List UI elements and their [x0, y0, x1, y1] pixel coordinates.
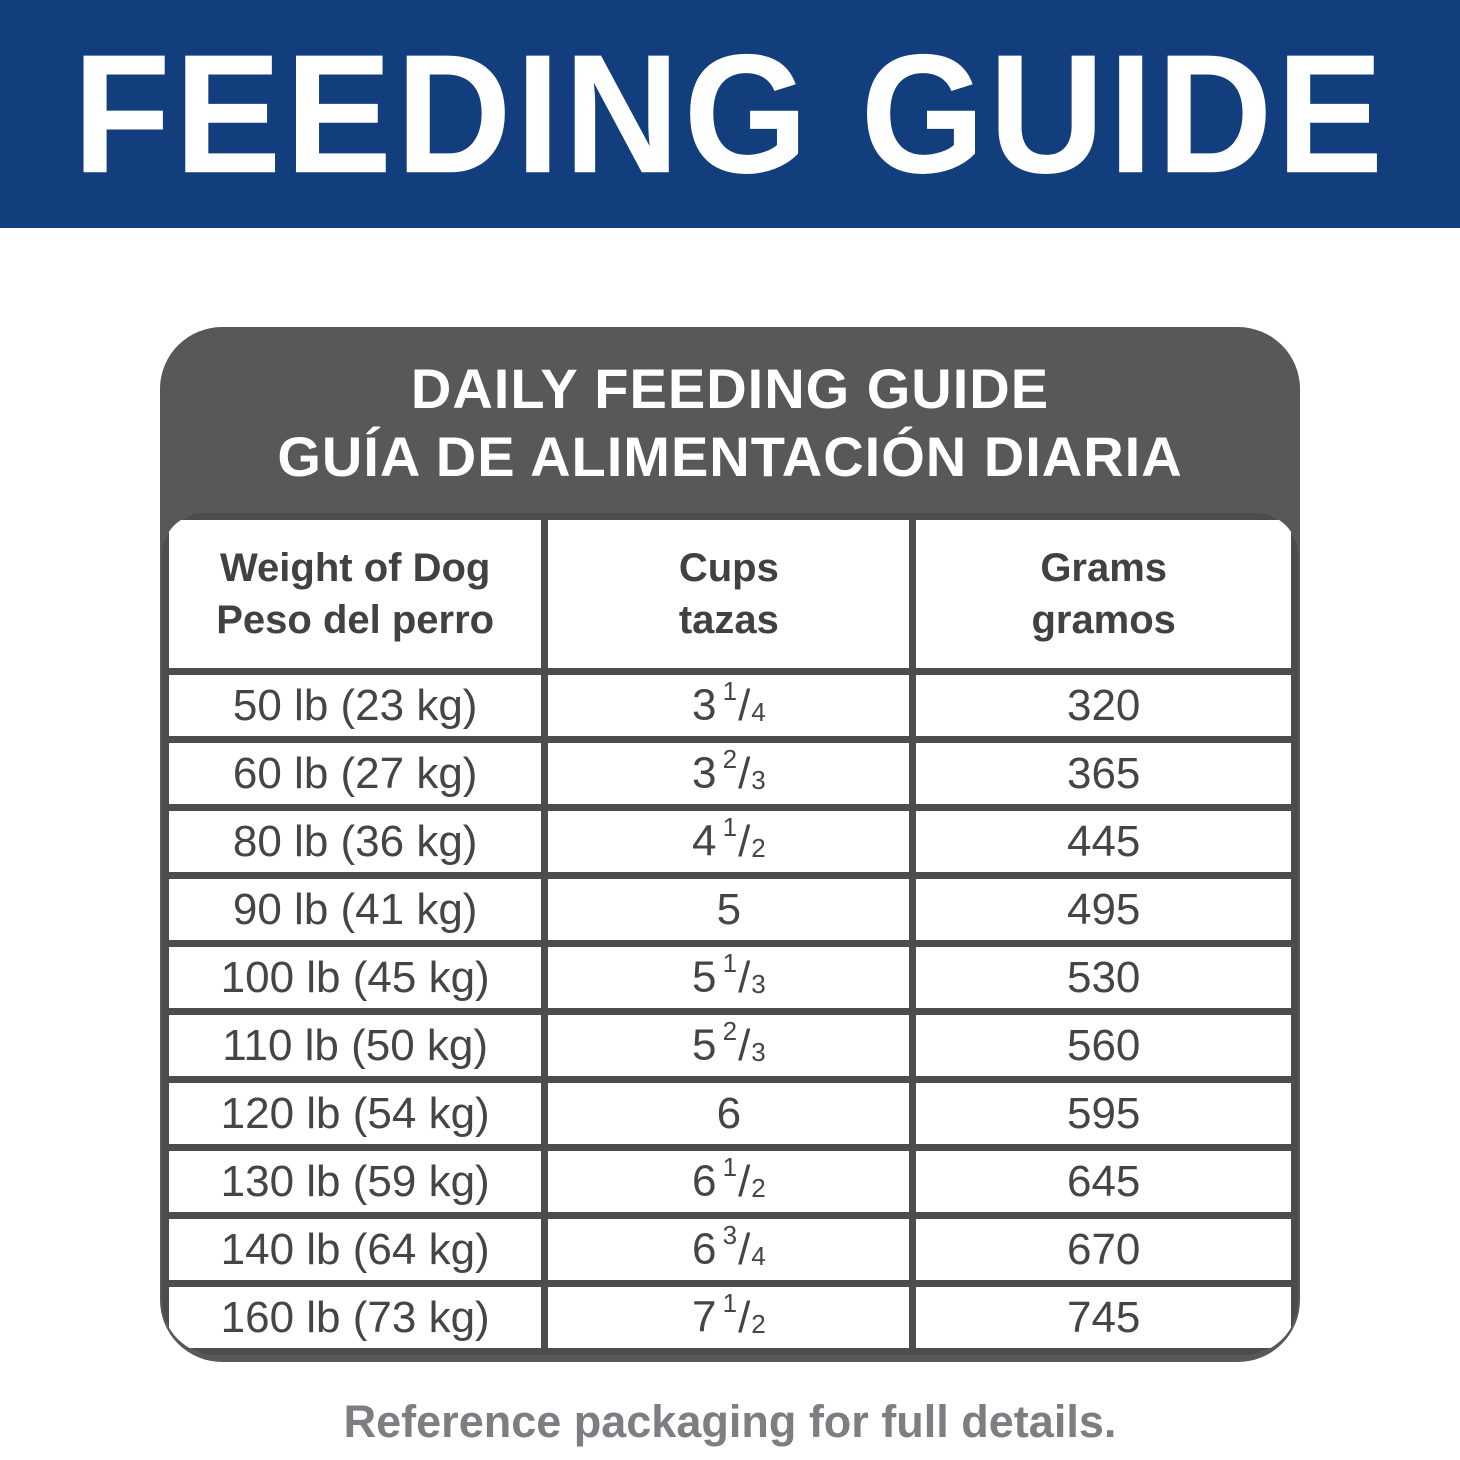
column-header-weight: [166, 517, 545, 672]
cups-fraction: $^1/_2$: [722, 812, 766, 866]
cups-whole: 6: [716, 1088, 742, 1138]
cups-cell: [545, 1012, 913, 1080]
grams-cell: 645: [913, 1148, 1295, 1216]
cups-cell: [545, 1216, 913, 1284]
weight-cell: 110 lb (50 kg): [166, 1012, 545, 1080]
weight-cell: 140 lb (64 kg): [166, 1216, 545, 1284]
footer-note: Reference packaging for full details.: [343, 1396, 1117, 1447]
cups-whole: 5: [691, 1020, 717, 1070]
feeding-table-body: [166, 672, 1295, 1352]
cups-cell: [545, 808, 913, 876]
table-row: [166, 672, 1295, 740]
cups-whole: 5: [691, 952, 717, 1002]
cups-fraction: $^2/_3$: [722, 1016, 766, 1070]
feeding-table: [162, 513, 1298, 1355]
column-header-cups-en: Cups: [678, 546, 779, 590]
column-header-weight-es: Peso del perro: [216, 598, 495, 642]
weight-cell: 160 lb (73 kg): [166, 1284, 545, 1352]
table-row: [166, 944, 1295, 1012]
table-row: [166, 740, 1295, 808]
weight-cell: 80 lb (36 kg): [166, 808, 545, 876]
cups-cell: [545, 1284, 913, 1352]
cups-whole: 7: [691, 1292, 717, 1342]
column-header-grams-en: Grams: [1040, 546, 1168, 590]
cups-whole: 3: [691, 748, 717, 798]
table-row: [166, 808, 1295, 876]
grams-cell: 445: [913, 808, 1295, 876]
column-header-grams-es: gramos: [1031, 598, 1176, 642]
grams-cell: 365: [913, 740, 1295, 808]
weight-cell: 90 lb (41 kg): [166, 876, 545, 944]
weight-cell: 120 lb (54 kg): [166, 1080, 545, 1148]
grams-cell: 495: [913, 876, 1295, 944]
table-row: [166, 1148, 1295, 1216]
table-row: [166, 1080, 1295, 1148]
cups-fraction: $^1/_2$: [722, 1152, 766, 1206]
cups-cell: [545, 1148, 913, 1216]
table-row: [166, 1012, 1295, 1080]
weight-cell: 50 lb (23 kg): [166, 672, 545, 740]
cups-fraction: $^3/_4$: [722, 1220, 766, 1274]
weight-cell: 60 lb (27 kg): [166, 740, 545, 808]
banner-title: FEEDING GUIDE: [72, 18, 1388, 209]
cups-fraction: $^1/_2$: [722, 1288, 766, 1342]
feeding-table-wrapper: [162, 513, 1298, 1355]
cups-fraction: $^2/_3$: [722, 744, 766, 798]
grams-cell: 320: [913, 672, 1295, 740]
column-header-cups: [545, 517, 913, 672]
cups-whole: 4: [691, 816, 717, 866]
weight-cell: 130 lb (59 kg): [166, 1148, 545, 1216]
header-row: [166, 517, 1295, 672]
card-title-spanish: GUÍA DE ALIMENTACIÓN DIARIA: [277, 425, 1183, 488]
grams-cell: 745: [913, 1284, 1295, 1352]
card-title-english: DAILY FEEDING GUIDE: [410, 357, 1050, 421]
cups-whole: 3: [691, 680, 717, 730]
cups-whole: 6: [691, 1156, 717, 1206]
cups-cell: [545, 1080, 913, 1148]
daily-feeding-guide-card: [160, 327, 1300, 1362]
cups-cell: [545, 944, 913, 1012]
cups-fraction: $^1/_3$: [722, 948, 766, 1002]
table-row: [166, 1284, 1295, 1352]
cups-whole: 6: [691, 1224, 717, 1274]
column-header-weight-en: Weight of Dog: [220, 546, 491, 590]
column-header-cups-es: tazas: [678, 598, 779, 642]
grams-cell: 560: [913, 1012, 1295, 1080]
table-row: [166, 876, 1295, 944]
weight-cell: 100 lb (45 kg): [166, 944, 545, 1012]
table-row: [166, 1216, 1295, 1284]
card-header: [162, 327, 1298, 513]
cups-whole: 5: [716, 884, 742, 934]
feeding-guide-banner: [0, 0, 1460, 228]
cups-cell: [545, 740, 913, 808]
cups-fraction: $^1/_4$: [722, 676, 766, 730]
cups-cell: [545, 876, 913, 944]
grams-cell: 595: [913, 1080, 1295, 1148]
grams-cell: 670: [913, 1216, 1295, 1284]
column-header-grams: [913, 517, 1295, 672]
cups-cell: [545, 672, 913, 740]
grams-cell: 530: [913, 944, 1295, 1012]
